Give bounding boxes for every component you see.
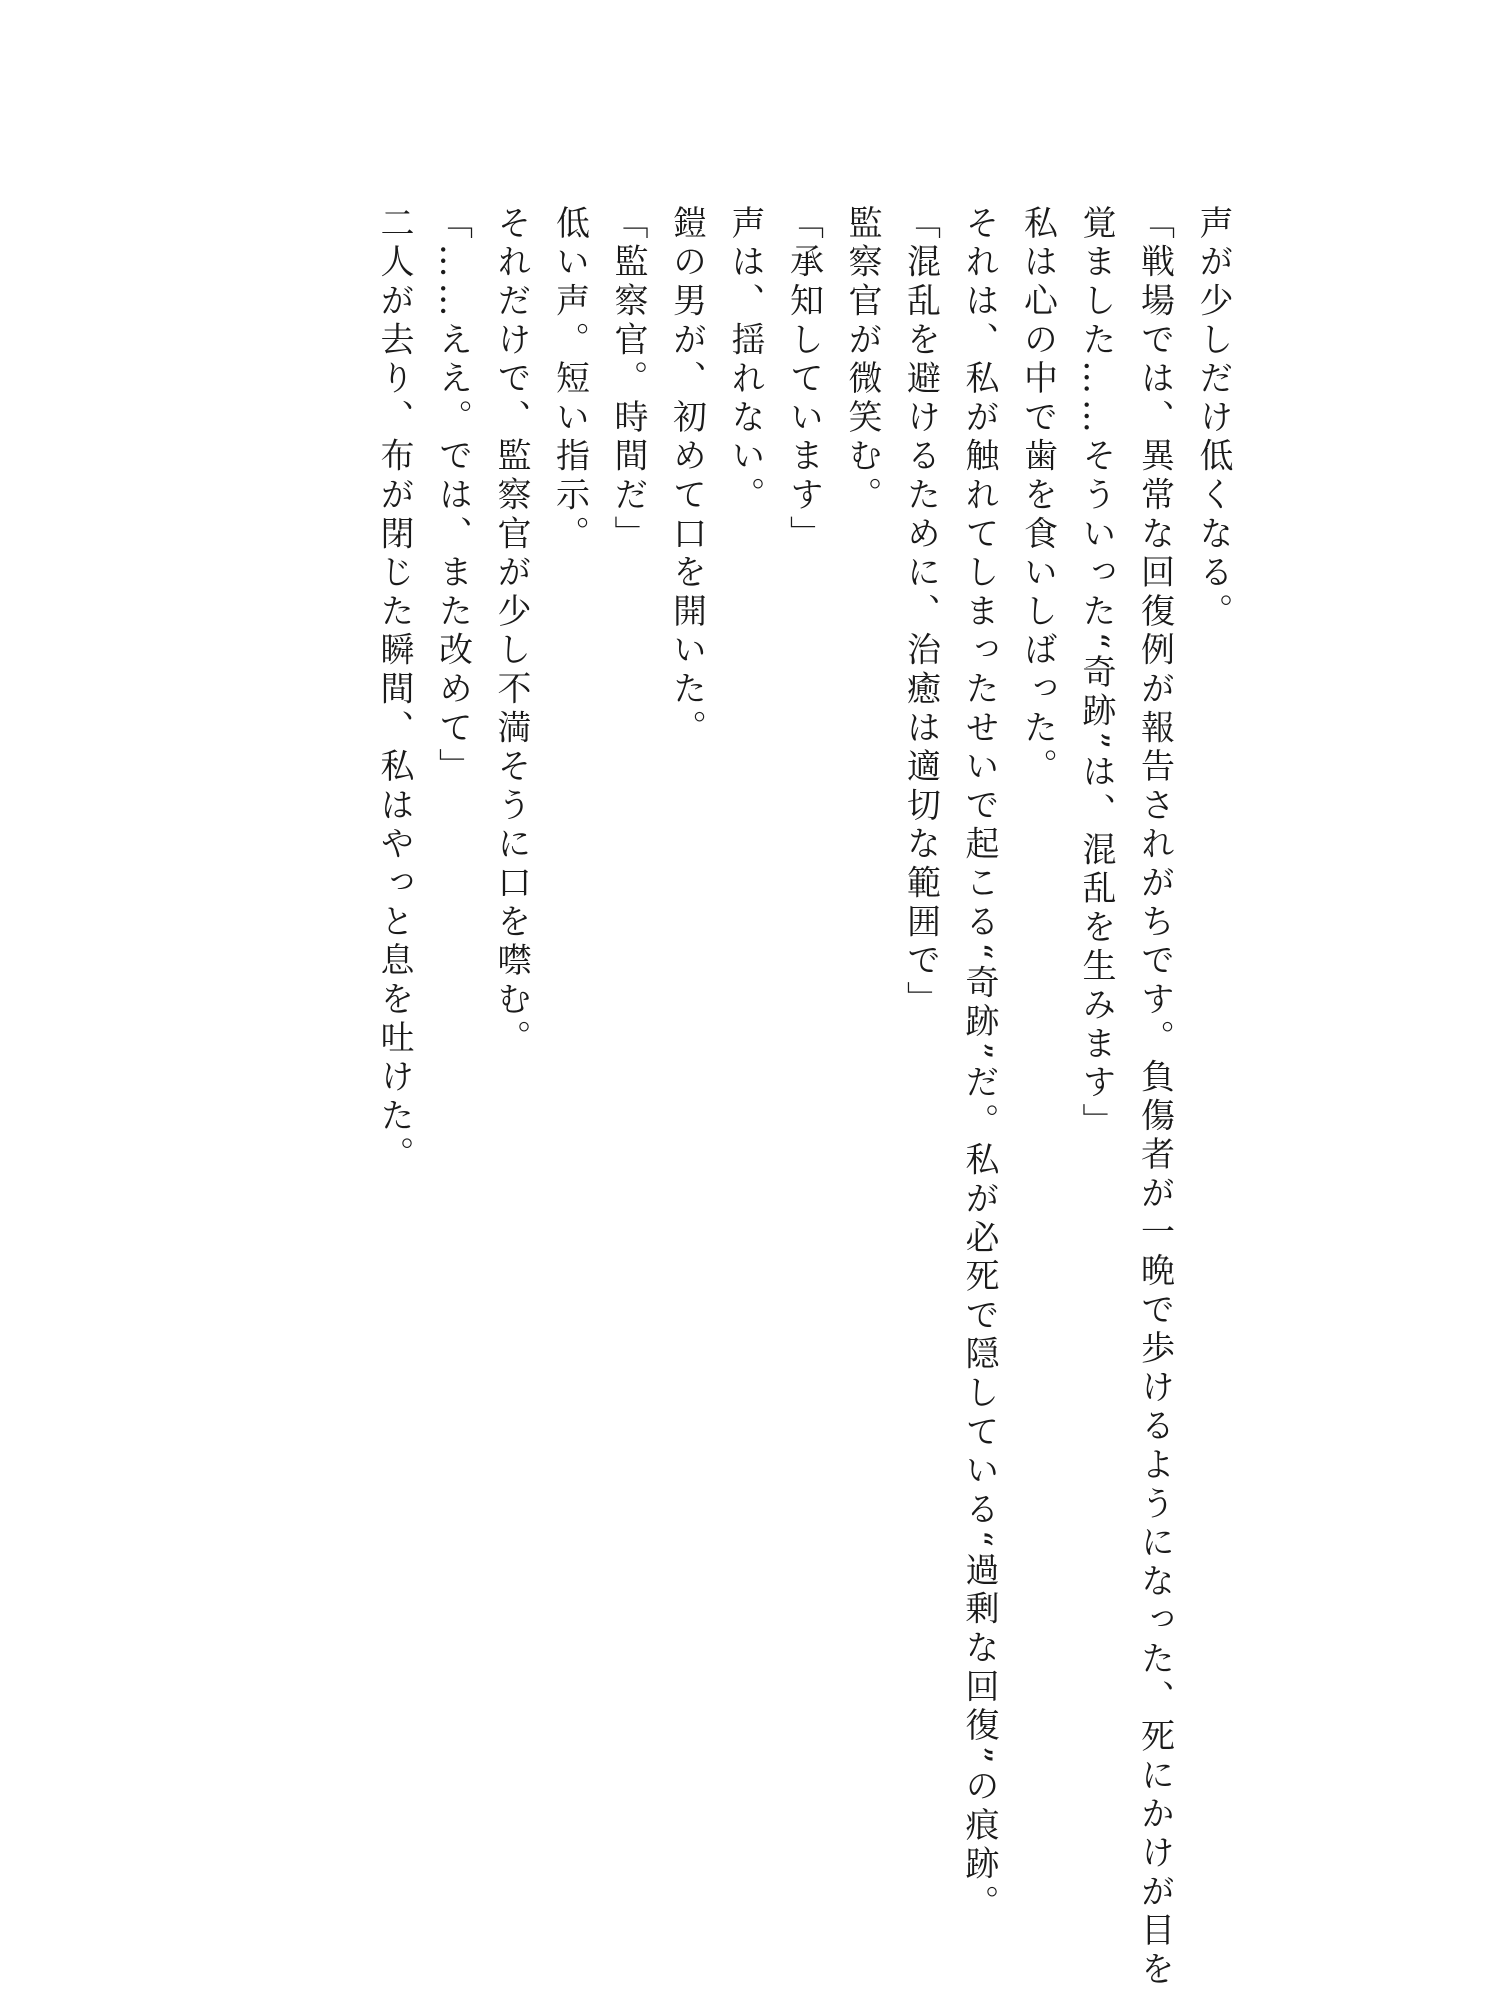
text-line: 覚ました……そういった“奇跡”は、混乱を生みます」 (1076, 205, 1116, 1142)
vertical-text-body (365, 205, 1243, 1990)
text-line: 私は心の中で歯を食いしばった。 (1017, 205, 1058, 787)
text-line: 「監察官。時間だ」 (608, 205, 648, 555)
text-line: 声が少しだけ低くなる。 (1193, 205, 1233, 632)
text-line: 「承知しています」 (783, 205, 824, 555)
text-line: 監察官が微笑む。 (842, 205, 882, 516)
text-line: 「……ええ。では、また改めて」 (432, 205, 473, 787)
text-line: 二人が去り、布が閉じた瞬間、私はやっと息を吐けた。 (374, 205, 414, 1175)
text-line: 「戦場では、異常な回復例が報告されがちです。負傷者が一晩で歩けるようになった、死にかけが目を (1134, 205, 1175, 1990)
text-line: 低い声。短い指示。 (549, 205, 590, 555)
text-line: 「混乱を避けるために、治癒は適切な範囲で」 (900, 205, 941, 1020)
text-line: 鎧の男が、初めて口を開いた。 (666, 205, 707, 749)
text-line: 声は、揺れない。 (725, 205, 765, 516)
text-line: それは、私が触れてしまったせいで起こる“奇跡”だ。私が必死で隠している“過剰な回復”の痕跡。 (959, 205, 999, 1924)
text-line: それだけで、監察官が少し不満そうに口を噤む。 (491, 205, 531, 1059)
